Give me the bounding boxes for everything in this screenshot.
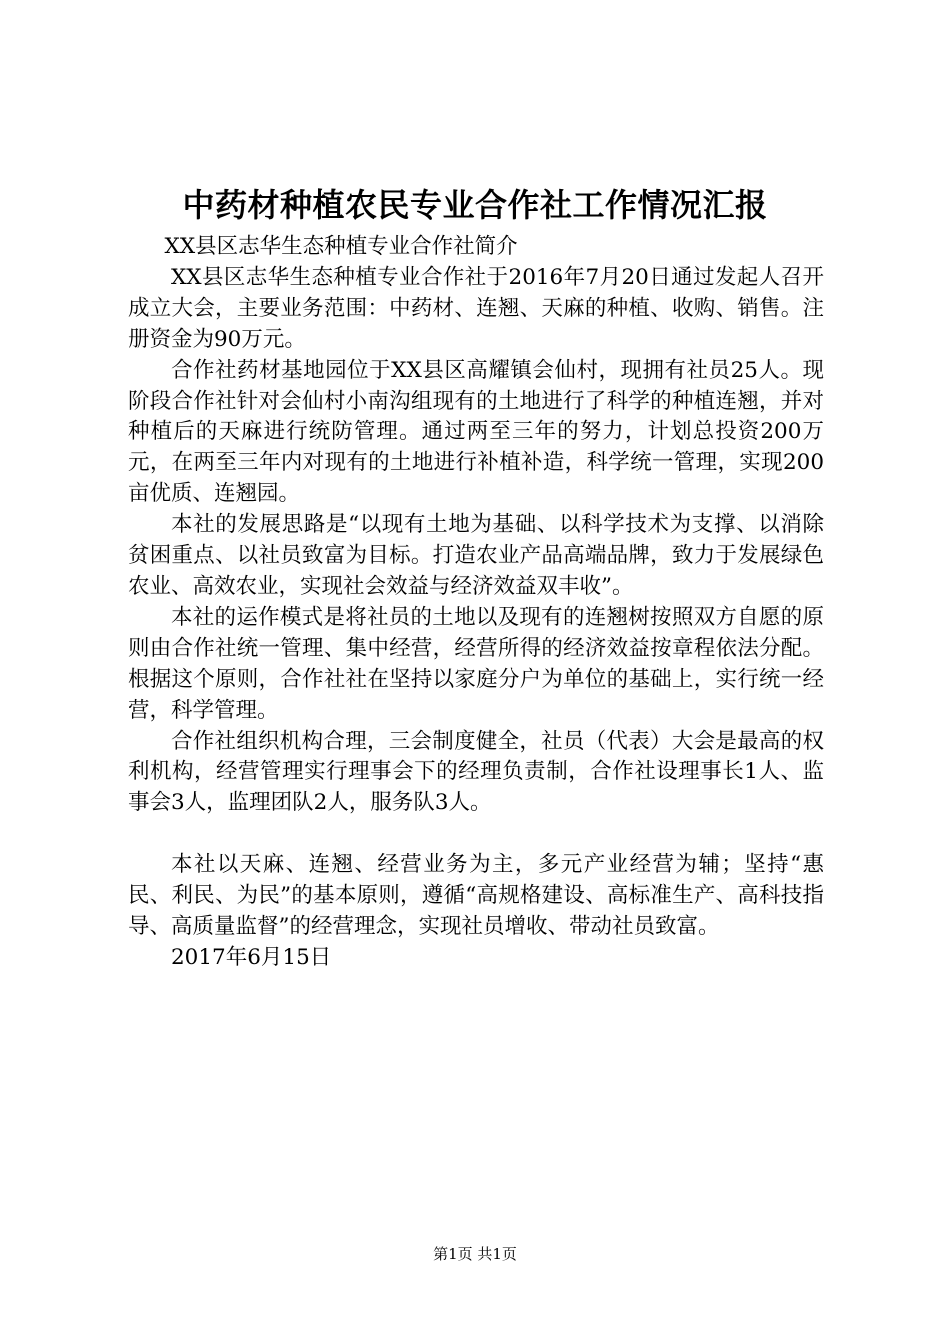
paragraph-closing: 本社以天麻、连翘、经营业务为主，多元产业经营为辅；坚持“惠民、利民、为民”的基本原则，遵循“高规格建设、高标准生产、高科技指导、高质量监督”的经营理念，实现社员增收、带动社员致富。	[128, 852, 824, 939]
paragraph-organization: 合作社组织机构合理，三会制度健全，社员（代表）大会是最高的权利机构，经营管理实行理事会下的经理负责制，合作社设理事长1人、监事会3人，监理团队2人，服务队3人。	[128, 728, 824, 816]
paragraph-operation: 本社的运作模式是将社员的土地以及现有的连翘树按照双方自愿的原则由合作社统一管理、集中经营，经营所得的经济效益按章程依法分配。根据这个原则，合作社社在坚持以家庭分户为单位的基础上，实行统一经营，科学管理。	[128, 604, 824, 723]
paragraph-spacer	[128, 819, 824, 850]
paragraph-base: 合作社药材基地园位于XX县区高耀镇会仙村，现拥有社员25人。现阶段合作社针对会仙村小南沟组现有的土地进行了科学的种植连翘，并对种植后的天麻进行统防管理。通过两至三年的努力，计划总投资200万元，在两至三年内对现有的土地进行补植补造，科学统一管理，实现200亩优质、连翘园。	[128, 357, 824, 507]
document-subtitle: XX县区志华生态种植专业合作社简介	[164, 234, 518, 259]
paragraph-development: 本社的发展思路是“以现有土地为基础、以科学技术为支撑、以消除贫困重点、以社员致富为目标。打造农业产品高端品牌，致力于发展绿色农业、高效农业，实现社会效益与经济效益双丰收”。	[128, 512, 824, 599]
document-title: 中药材种植农民专业合作社工作情况汇报	[182, 186, 768, 224]
paragraph-founding: XX县区志华生态种植专业合作社于2016年7月20日通过发起人召开成立大会，主要业务范围：中药材、连翘、天麻的种植、收购、销售。注册资金为90万元。	[128, 264, 824, 352]
document-body	[128, 232, 824, 974]
page-footer: 第1页 共1页	[433, 1245, 517, 1263]
document-date: 2017年6月15日	[171, 944, 332, 970]
